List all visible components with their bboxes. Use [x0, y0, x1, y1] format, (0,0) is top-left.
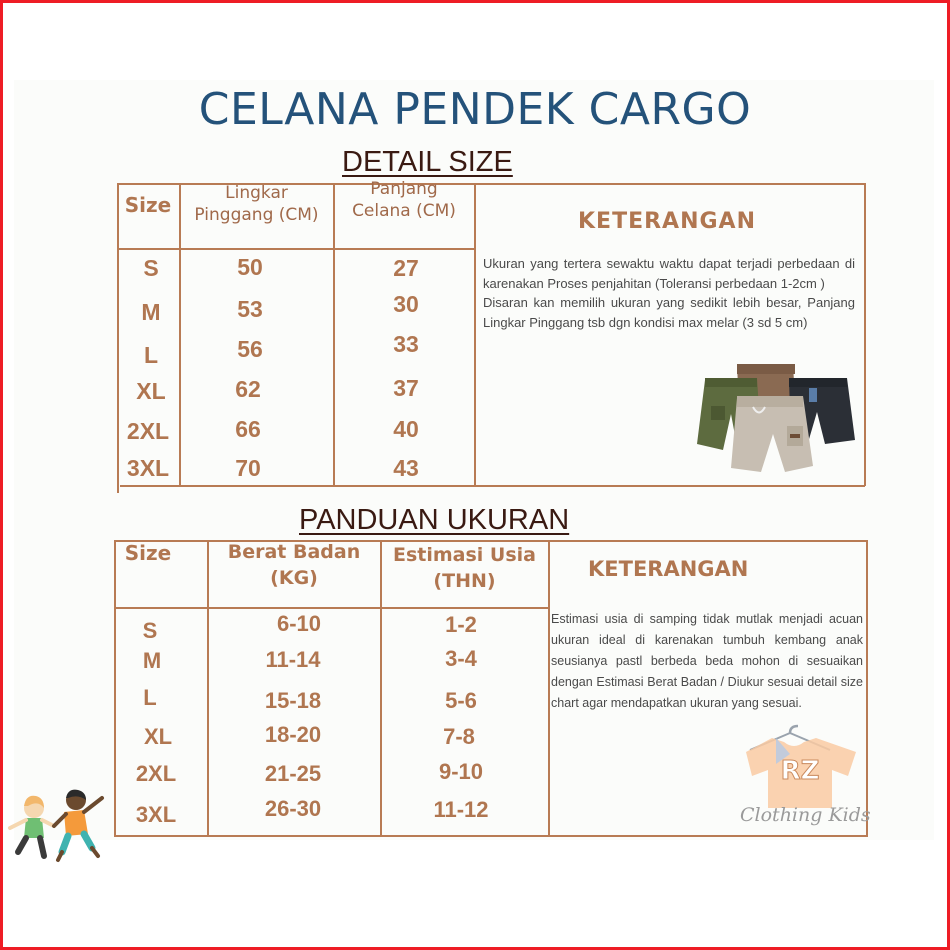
detail-waist-cell: 62 — [235, 376, 261, 402]
guide-weight-cell: 15-18 — [264, 688, 322, 713]
detail-size-cell: M — [141, 299, 161, 325]
detail-header-waist-line1: Lingkar — [225, 183, 288, 203]
guide-weight-cell: 18-20 — [264, 722, 322, 747]
logo-mark: RZ — [780, 756, 820, 786]
detail-length-cell: 37 — [393, 375, 419, 401]
detail-size-cell: L — [143, 342, 159, 368]
guide-weight-cell: 11-14 — [265, 647, 321, 672]
guide-size-cell: L — [143, 685, 157, 710]
detail-size-cell: S — [143, 255, 159, 281]
guide-size-cell: 2XL — [135, 761, 177, 786]
guide-size-cell: XL — [143, 724, 173, 749]
detail-note-paragraph-1: Ukuran yang tertera sewaktu waktu dapat terjadi perbedaan di karenakan Proses penjahitan (Toleransi perbedaan 1-2cm ) — [483, 256, 855, 291]
detail-length-cell: 40 — [393, 416, 419, 442]
rz-clothing-kids-logo — [738, 718, 871, 834]
running-kids-illustration — [4, 786, 108, 866]
guide-header-weight-line1: Berat Badan — [227, 541, 361, 563]
detail-length-cell: 43 — [393, 455, 419, 481]
detail-waist-cell: 56 — [237, 336, 263, 362]
detail-note-title: KETERANGAN — [578, 209, 756, 234]
detail-waist-cell: 53 — [237, 296, 263, 322]
guide-age-cell: 1-2 — [445, 612, 477, 637]
logo-text: Clothing Kids — [740, 804, 871, 826]
guide-size-cell: S — [142, 618, 158, 643]
detail-header-length — [334, 180, 474, 221]
detail-size-cell: 2XL — [126, 418, 170, 444]
detail-length-cell: 27 — [393, 255, 419, 281]
detail-header-length-line1: Panjang — [370, 179, 438, 199]
guide-header-age — [381, 545, 548, 593]
guide-age-cell: 5-6 — [445, 688, 477, 713]
guide-size-cell: M — [142, 648, 162, 673]
guide-age-cell: 9-10 — [438, 759, 484, 784]
detail-note-text — [483, 254, 855, 332]
detail-size-cell: 3XL — [126, 455, 170, 481]
guide-age-cell: 7-8 — [443, 724, 475, 749]
detail-waist-cell: 50 — [237, 254, 263, 280]
guide-header-weight — [208, 542, 380, 590]
guide-age-cell: 3-4 — [445, 646, 477, 671]
detail-header-size: Size — [124, 193, 172, 217]
guide-weight-cell: 21-25 — [264, 761, 322, 786]
cargo-shorts-image — [695, 360, 857, 482]
detail-note-paragraph-2: Disaran kan memilih ukuran yang sedikit lebih besar, Panjang Lingkar Pinggang tsb dgn kondisi max melar (3 sd 5 cm) — [483, 295, 855, 330]
guide-header-size: Size — [124, 541, 172, 565]
guide-age-cell: 11-12 — [433, 797, 489, 822]
detail-header-waist-line2: Pinggang (CM) — [194, 204, 319, 225]
detail-length-cell: 33 — [393, 331, 419, 357]
guide-weight-cell: 6-10 — [276, 611, 322, 636]
size-guide-heading: PANDUAN UKURAN — [299, 504, 570, 536]
guide-size-cell: 3XL — [135, 802, 177, 827]
guide-header-age-line1: Estimasi Usia — [392, 544, 536, 566]
detail-length-cell: 30 — [393, 291, 419, 317]
detail-size-cell: XL — [136, 378, 166, 404]
detail-header-waist — [180, 184, 333, 225]
guide-weight-cell: 26-30 — [264, 796, 322, 821]
guide-note-title: KETERANGAN — [588, 557, 749, 581]
guide-note-text: Estimasi usia di samping tidak mutlak menjadi acuan ukuran ideal di karenakan tumbuh kembang anak seusianya pastl berbeda beda mohon di sesuaikan dengan Estimasi Berat Badan / Diukur sesuai detail size chart agar mendapatkan ukuran yang sesuai. — [551, 612, 863, 710]
detail-header-length-line2: Celana (CM) — [352, 200, 456, 221]
detail-waist-cell: 66 — [235, 416, 261, 442]
detail-size-heading: DETAIL SIZE — [342, 146, 513, 178]
guide-header-age-line2: (THN) — [433, 569, 496, 592]
guide-header-weight-line2: (KG) — [270, 566, 318, 589]
page-title: CELANA PENDEK CARGO — [198, 84, 752, 135]
detail-waist-cell: 70 — [235, 455, 261, 481]
